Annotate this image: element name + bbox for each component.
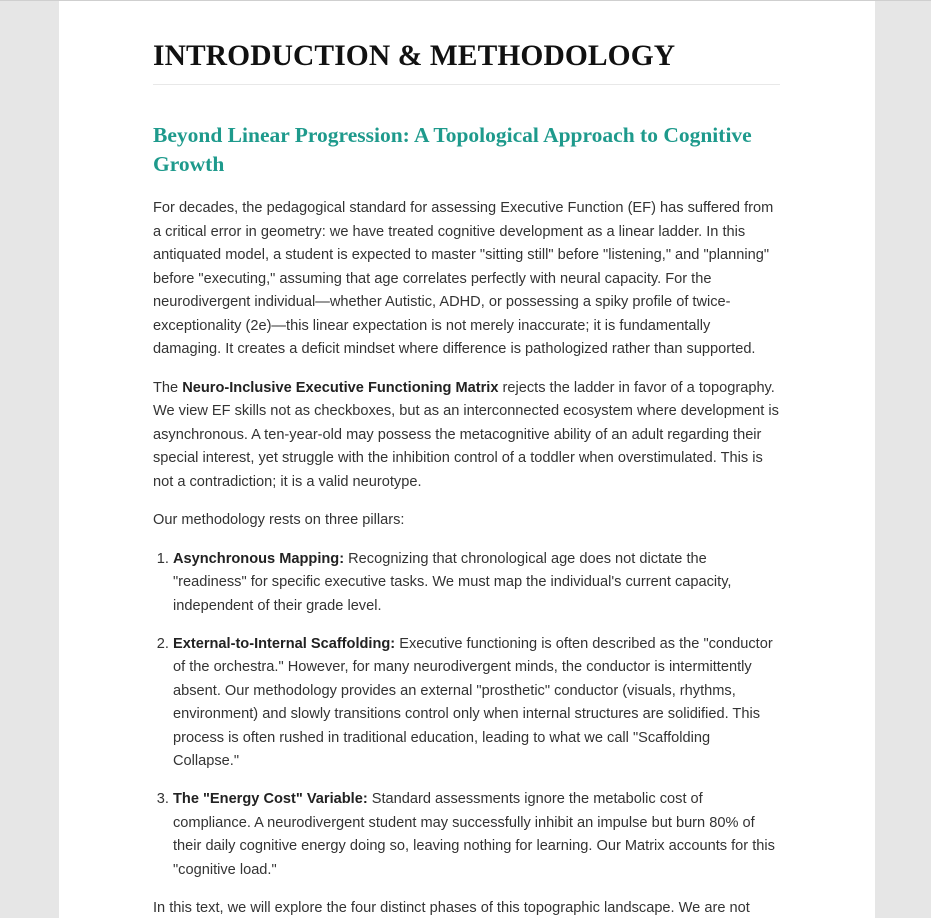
document-content — [153, 1, 780, 918]
matrix-paragraph-body: rejects the ladder in favor of a topography. We view EF skills not as checkboxes, but as an interconnected ecosystem where development is asynchronous. A ten-year-old may possess the metacognitive ability of an adult regarding their special interest, yet struggle with the inhibition control of a toddler when overstimulated. This is not a contradiction; it is a valid neurotype. — [153, 379, 779, 490]
matrix-name-bold: Neuro-Inclusive Executive Functioning Matrix — [182, 379, 499, 396]
matrix-paragraph-prefix: The — [153, 379, 183, 396]
pillar-title: External-to-Internal Scaffolding: — [173, 635, 396, 652]
section-heading: INTRODUCTION & METHODOLOGY — [153, 1, 780, 85]
pillar-title: The "Energy Cost" Variable: — [173, 791, 368, 807]
pillar-title: Asynchronous Mapping: — [173, 550, 345, 567]
list-item — [173, 633, 780, 774]
pillar-text: Standard assessments ignore the metabolic cost of compliance. A neurodivergent student may successfully inhibit an impulse but burn 80% of their daily cognitive energy doing so, leaving nothing for learning. Our Matrix accounts for this "cognitive load." — [173, 791, 775, 878]
pillars-intro: Our methodology rests on three pillars: — [153, 512, 405, 528]
list-item — [173, 548, 780, 619]
intro-paragraph: For decades, the pedagogical standard for assessing Executive Function (EF) has suffered from a critical error in geometry: we have treated cognitive development as a linear ladder. In this antiquated model, a student is expected to master "sitting still" before "listening," and "planning" before "executing," assuming that age correlates perfectly with neural capacity. For the neurodivergent individual—whether Autistic, ADHD, or possessing a spiky profile of twice-exceptionality (2e)—this linear expectation is not merely inaccurate; it is fundamentally damaging. It creates a deficit mindset where difference is pathologized rather than supported. — [153, 200, 774, 357]
matrix-paragraph — [153, 377, 780, 495]
pillars-list — [153, 548, 780, 883]
pillar-text: Executive functioning is often described as the "conductor of the orchestra." However, for many neurodivergent minds, the conductor is intermittently absent. Our methodology provides an external "prosthetic" conductor (visuals, rhythms, environment) and slowly transitions control only when internal structures are solidified. This process is often rushed in traditional education, leading to what we call "Scaffolding Collapse." — [173, 635, 773, 769]
document-page — [59, 1, 875, 918]
list-item — [173, 788, 780, 882]
phases-paragraph: In this text, we will explore the four distinct phases of this topographic landscape. We are not — [153, 899, 750, 916]
section-subheading: Beyond Linear Progression: A Topological Approach to Cognitive Growth — [153, 123, 752, 176]
pillar-text: Recognizing that chronological age does not dictate the "readiness" for specific executive tasks. We must map the individual's current capacity, independent of their grade level. — [173, 550, 732, 614]
